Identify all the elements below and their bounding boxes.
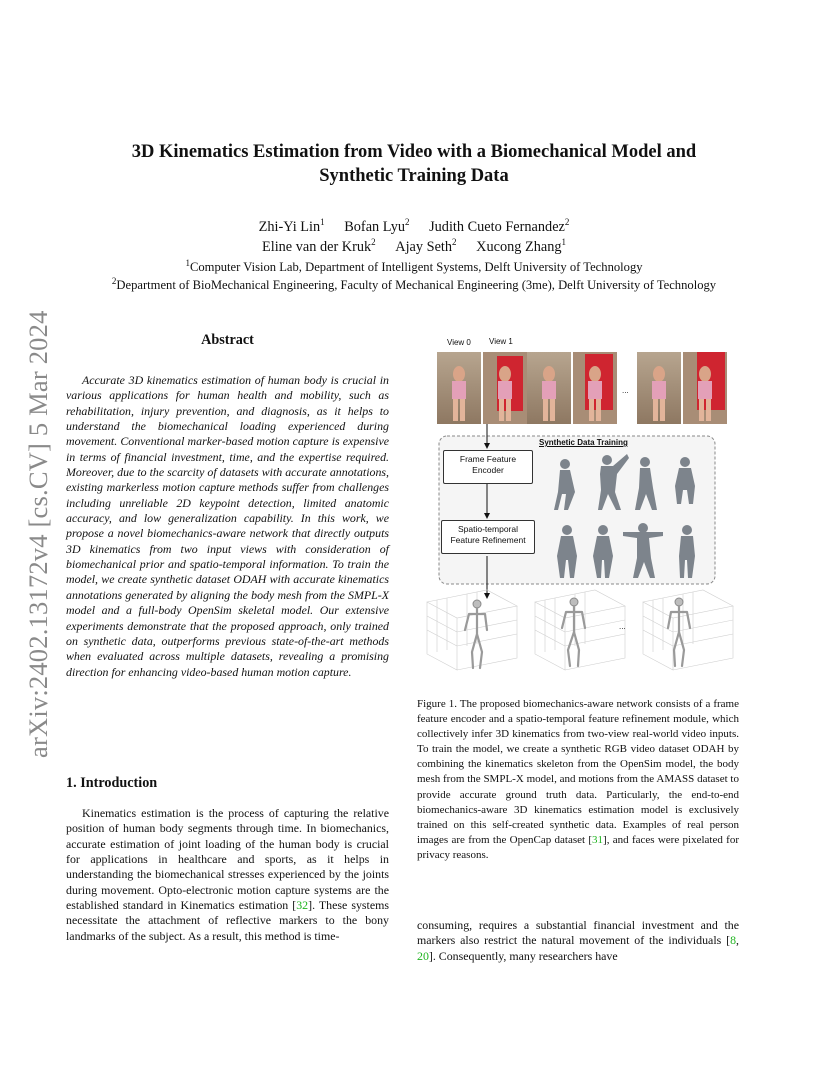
author: Ajay Seth$^2$ bbox=[395, 237, 457, 255]
frame-pair-3 bbox=[637, 352, 727, 424]
arxiv-id: arXiv:2402.13172v4 [cs.CV] 5 Mar 2024 bbox=[23, 310, 53, 758]
view-0-label: View 0 bbox=[447, 338, 471, 347]
author: Xucong Zhang$^1$ bbox=[476, 237, 566, 255]
synthetic-training-label: Synthetic Data Training bbox=[539, 438, 628, 447]
abstract-heading: Abstract bbox=[201, 332, 254, 348]
ellipsis-skeletons: ... bbox=[619, 622, 626, 631]
ellipsis-frames: ... bbox=[622, 386, 629, 395]
video-frames bbox=[437, 352, 727, 424]
author: Eline van der Kruk$^2$ bbox=[261, 237, 376, 255]
skeleton-figures bbox=[465, 598, 690, 668]
arxiv-stamp bbox=[22, 288, 54, 758]
right-column-body: consuming, requires a substantial financial investment and the markers also restrict the natural movement of the individuals [8, 20]. Consequently, many researchers have bbox=[417, 918, 739, 963]
figure-1 bbox=[417, 334, 739, 694]
author: Judith Cueto Fernandez$^2$ bbox=[429, 217, 570, 235]
abstract-body: Accurate 3D kinematics estimation of human body is crucial in various applications for human health and mobility, such as rehabilitation, injury prevention, and diagnosis, as it helps to understand the biomechanical loading experienced during movement. Conventional marker-based motion capture is expensive in terms of financial investment, time, and the expertise required. Moreover, due to the scarcity of datasets with accurate annotations, existing markerless motion capture methods suffer from challenges including unreliable 2D keypoint detection, limited anatomic accuracy, and low generalization capability. In this work, we propose a novel biomechanics-aware network that directly outputs 3D kinematics from two input views with consideration of biomechanical prior and spatio-temporal information. To train the model, we create synthetic dataset ODAH with accurate kinematics annotations generated by aligning the body mesh from the SMPL-X model and a full-body OpenSim skeletal model. Our extensive experiments demonstrate that the proposed approach, only trained on synthetic data, outperforms previous state-of-the-art methods when evaluated across multiple datasets, revealing a promising direction for enhancing video-based human motion capture. bbox=[66, 373, 389, 679]
frame-feature-encoder-box: Frame Feature Encoder bbox=[443, 450, 533, 484]
citation-link[interactable]: 8 bbox=[730, 933, 737, 948]
authors-row-2 bbox=[60, 239, 768, 256]
author: Zhi-Yi Lin$^1$ bbox=[258, 217, 325, 235]
figure-1-caption: Figure 1. The proposed biomechanics-aware network consists of a frame feature encoder and a spatio-temporal feature refinement module, which collectively infer 3D kinematics from two-view real-world video inputs. To train the model, we create a synthetic RGB video dataset ODAH by combining the kinematics skeleton from the OpenSim model, the body mesh from the SMPL-X model, and motions from the AMASS dataset to provide accurate ground truth data. Particularly, the end-to-end biomechanics-aware 3D kinematics estimation model is exclusively trained on this self-created synthetic data. Examples of real person images are from the OpenCap dataset [31], and faces were pixelated for privacy reasons. bbox=[417, 698, 739, 861]
grid-box-2 bbox=[535, 590, 625, 670]
frame-pair-2 bbox=[527, 352, 617, 424]
grid-box-3 bbox=[643, 590, 733, 670]
frame-pair-1 bbox=[437, 352, 527, 424]
paper-title-line-2: Synthetic Training Data bbox=[319, 166, 509, 186]
view-1-label: View 1 bbox=[489, 337, 513, 346]
spatio-temporal-refinement-box: Spatio-temporal Feature Refinement bbox=[441, 520, 535, 554]
paper-title-line-1: 3D Kinematics Estimation from Video with a Biomechanical Model and bbox=[131, 142, 697, 162]
author: Bofan Lyu$^2$ bbox=[344, 217, 410, 235]
affiliation-2: $^2$Department of BioMechanical Engineering, Faculty of Mechanical Engineering (3me), Delft University of Technology bbox=[111, 275, 717, 292]
affiliation-1: $^1$Computer Vision Lab, Department of Intelligent Systems, Delft University of Technology bbox=[185, 257, 643, 274]
introduction-heading: 1. Introduction bbox=[66, 775, 158, 791]
citation-link[interactable]: 20 bbox=[417, 948, 429, 963]
citation-link[interactable]: 31 bbox=[592, 833, 604, 846]
authors-row-1 bbox=[60, 219, 768, 236]
citation-link[interactable]: 32 bbox=[296, 898, 309, 913]
figure-graphic bbox=[417, 334, 739, 694]
introduction-body: Kinematics estimation is the process of capturing the relative position of human body segments through time. In biomechanics, accurate estimation of joint loading of the human body is crucial for applications in healthcare and sports, as it helps in understanding the biomechanical stresses experienced by the joints during movement. Opto-electronic motion capture systems are the established standard in Kinematics estimation [32]. These systems necessitate the attachment of reflective markers to the bony landmarks of the subject. As a result, this method is time- bbox=[66, 806, 389, 943]
